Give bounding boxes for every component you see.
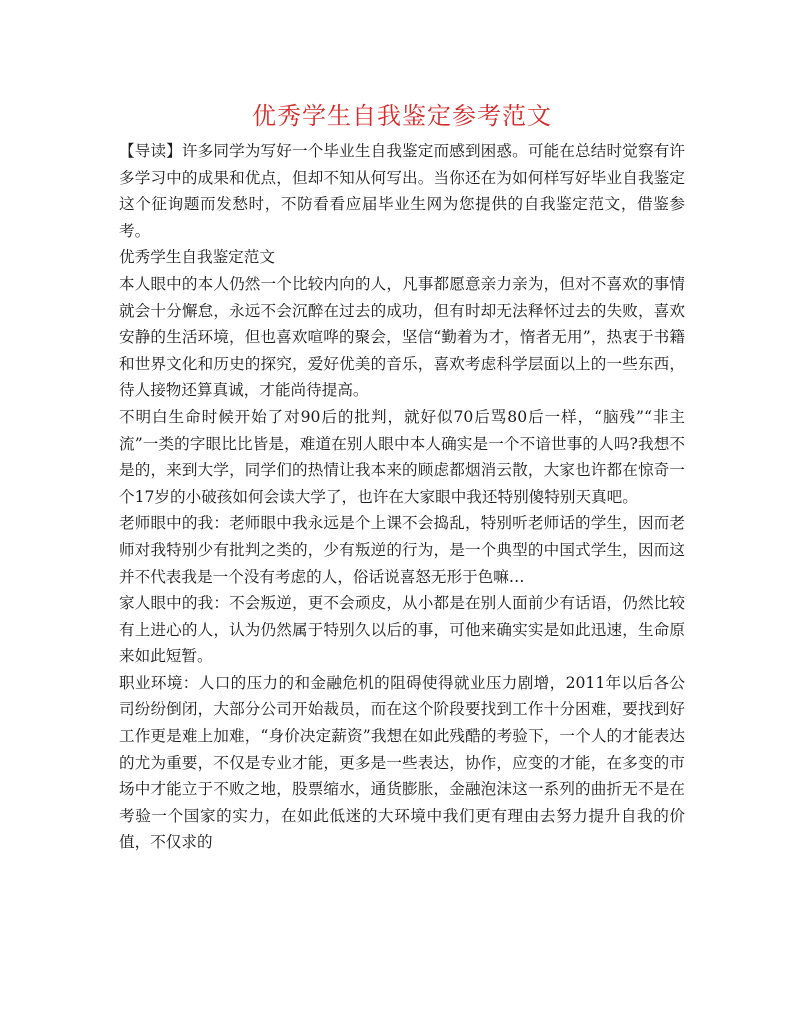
body-paragraph: 老师眼中的我：老师眼中我永远是个上课不会捣乱，特别听老师话的学生，因而老师对我特别少有批判之类的，少有叛逆的行为，是一个典型的中国式学生，因而这并不代表我是一个没有考虑的人，俗话说喜怒无形于色嘛… [119,514,685,586]
body-paragraph: 家人眼中的我：不会叛逆，更不会顽皮，从小都是在别人面前少有话语，仍然比较有上进心的人，认为仍然属于特别久以后的事，可他来确实实是如此迅速，生命原来如此短暂。 [119,594,685,666]
body-paragraph: 不明白生命时候开始了对90后的批判，就好似70后骂80后一样，“脑残”“非主流”一类的字眼比比皆是，难道在别人眼中本人确实是一个不谙世事的人吗?我想不是的，来到大学，同学们的热情让我本来的顾虑都烟消云散，大家也许都在惊奇一个17岁的小破孩如何会读大学了，也许在大家眼中我还特别傻特别天真吧。 [119,407,685,506]
intro-paragraph: 【导读】许多同学为写好一个毕业生自我鉴定而感到困惑。可能在总结时觉察有许多学习中的成果和优点，但却不知从何写出。当你还在为如何样写好毕业自我鉴定这个征询题而发愁时，不防看看应届毕业生网为您提供的自我鉴定范文，借鉴参考。 [119,142,685,240]
body-paragraph: 本人眼中的本人仍然一个比较内向的人，凡事都愿意亲力亲为，但对不喜欢的事情就会十分懈怠，永远不会沉醉在过去的成功，但有时却无法释怀过去的失败，喜欢安静的生活环境，但也喜欢喧哗的聚会，坚信“勤着为才，惰者无用”，热衷于书籍和世界文化和历史的探究，爱好优美的音乐，喜欢考虑科学层面以上的一些东西，待人接物还算真诚，才能尚待提高。 [119,274,685,400]
section-subtitle: 优秀学生自我鉴定范文 [119,248,275,267]
body-paragraph: 职业环境：人口的压力的和金融危机的阻碍使得就业压力剧增，2011年以后各公司纷纷倒闭，大部分公司开始裁员，而在这个阶段要找到工作十分困难，要找到好工作更是难上加难，“身价决定薪资”我想在如此残酷的考验下，一个人的才能表达的尤为重要，不仅是专业才能，更多是一些表达，协作，应变的才能，在多变的市场中才能立于不败之地，股票缩水，通货膨胀，金融泡沫这一系列的曲折无不是在考验一个国家的实力，在如此低迷的大环境中我们更有理由去努力提升自我的价值，不仅求的 [119,673,685,852]
document-title: 优秀学生自我鉴定参考范文 [252,102,552,130]
document-page [119,100,685,856]
